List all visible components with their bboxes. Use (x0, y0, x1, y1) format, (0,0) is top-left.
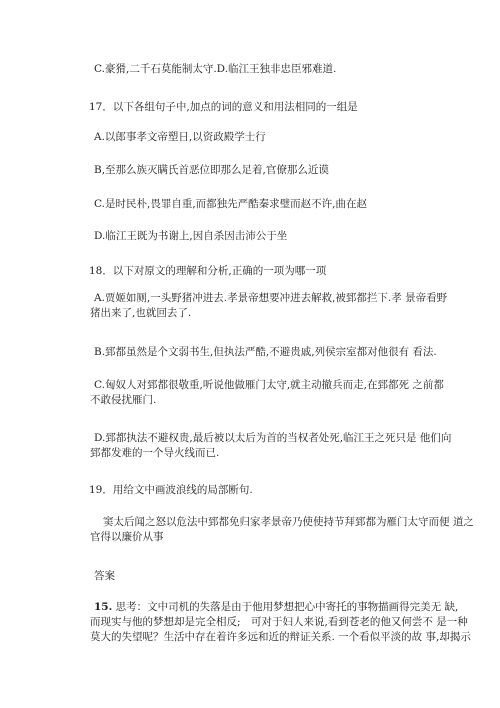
answer-15-line1 (94, 600, 471, 615)
q18-option-a-line1: A.贾姬如厕,一头野猪冲进去.孝景帝想要冲进去解救,被郅都拦下.孝 景帝看野 (94, 292, 448, 304)
answer-15-number: 15. (94, 601, 113, 613)
q17-option-d: D.临江王既为书谢上,因自杀因击沛公于坐 (94, 230, 288, 242)
q18-option-d-line1: D.郅都执法不避权贵,最后被以太后为首的当权者处死,临江王之死只是 他们向 (94, 432, 452, 444)
q17-option-a: A.以郎事孝文帝塑日,以资政殿学士行 (94, 131, 266, 143)
q17-stem: 17．以下各组句子中,加点的词的意义和用法相同的一组是 (89, 101, 358, 113)
q18-option-b: B.郅都虽然是个文弱书生,但执法严酷,不避贵戚,列侯宗室都对他很有 看法. (94, 346, 437, 358)
q19-passage-line2: 官得以廉价从事 (90, 531, 164, 543)
q18-option-a-line2: 猪出来了,也就回去了. (90, 307, 192, 319)
q18-option-d-line2: 郅都发难的一个导火线而已. (90, 447, 220, 459)
q19-stem: 19．用给文中画波浪线的局部断句. (89, 484, 253, 496)
q17-option-b: B,至那么族灭瞒氏首恶位即那么足着,官僚那么近谟 (94, 164, 329, 176)
q17-option-c: C.是时民朴,畏罪自重,而都独先严酷秦求璧而赵不许,曲在赵 (94, 198, 368, 210)
q18-option-c-line2: 不敢侵扰雁门. (90, 394, 157, 406)
q18-stem: 18．以下对原文的理解和分析,正确的一项为哪一项 (89, 265, 327, 277)
q18-option-c (90, 378, 444, 408)
q19-passage-line1: 窦太后闻之怒以危法中郅都免归家孝景帝乃使使持节拜郅都为雁门太守而便 道之 (103, 516, 474, 528)
q18-option-c-line1: C.匈奴人对郅都很敬重,听说他做雁门太守,就主动撤兵而走,在郅都死 之前都 (94, 379, 444, 391)
answer-15-text-line1: 思考：文中司机的失落是由于他用梦想把心中寄托的事物描画得完美无 缺, (115, 601, 459, 613)
q19-passage (90, 515, 474, 545)
q18-option-a (90, 291, 448, 321)
answer-heading: 答案 (94, 570, 115, 582)
answer-15-line2: 而现实与他的梦想却是完全相反; 可对于妇人来说,看到苍老的他又何尝不 是一种 (90, 616, 468, 628)
answer-15-line3: 莫大的失望呢？生活中存在着许多远和近的辩证关系. 一个看似平淡的故 事,却揭示 (90, 631, 471, 643)
q18-option-d (90, 431, 452, 461)
q16-option-c: C.豪猾,二千石莫能制太守.D.临江王独非忠臣邪难道. (94, 63, 337, 75)
answer-15 (90, 600, 471, 645)
